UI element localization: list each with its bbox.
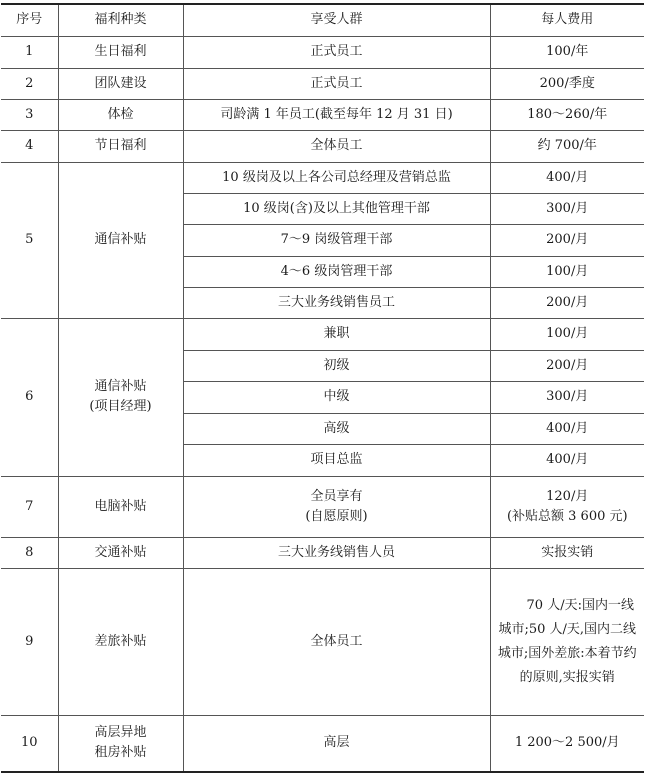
header-cost: 每人费用 (490, 4, 644, 36)
cell-cost: 200/月 (490, 224, 644, 256)
table-row (1, 36, 644, 68)
cell-cost: 400/月 (490, 162, 644, 193)
cell-no: 6 (1, 318, 58, 476)
cell-type (58, 715, 183, 772)
table-row (1, 99, 644, 130)
cell-group: 三大业务线销售员工 (183, 287, 490, 318)
cell-no: 8 (1, 537, 58, 568)
table-row (1, 130, 644, 162)
cell-group: 全体员工 (183, 568, 490, 715)
table-row (1, 568, 644, 715)
cell-group: 正式员工 (183, 36, 490, 68)
cell-cost: 1 200～2 500/月 (490, 715, 644, 772)
cell-type: 节日福利 (58, 130, 183, 162)
type-line: 租房补贴 (94, 745, 147, 761)
cell-group: 高级 (183, 413, 490, 444)
cell-group: 7～9 岗级管理干部 (183, 224, 490, 256)
cell-group (183, 476, 490, 537)
cell-group: 兼职 (183, 318, 490, 350)
cell-cost: 300/月 (490, 381, 644, 413)
cell-type: 团队建设 (58, 68, 183, 99)
cell-group: 全体员工 (183, 130, 490, 162)
cell-no: 7 (1, 476, 58, 537)
table-row (1, 476, 644, 537)
cell-cost: 100/年 (490, 36, 644, 68)
group-line: (自愿原则) (305, 508, 368, 524)
type-line: (项目经理) (89, 399, 152, 414)
cell-group: 司龄满 1 年员工(截至每年 12 月 31 日) (183, 99, 490, 130)
table-row (1, 162, 644, 193)
cell-cost: 100/月 (490, 256, 644, 287)
cell-group: 项目总监 (183, 444, 490, 476)
type-line: 高层异地 (94, 725, 147, 741)
cell-cost: 200/月 (490, 350, 644, 381)
type-line: 通信补贴 (94, 379, 147, 394)
cell-no: 3 (1, 99, 58, 130)
cell-type: 体检 (58, 99, 183, 130)
cell-cost: 70 人/天:国内一线城市;50 人/天,国内二线城市;国外差旅:本着节约的原则,实报实销 (490, 568, 644, 715)
cell-cost (490, 476, 644, 537)
benefits-table (1, 3, 644, 773)
cell-cost: 180～260/年 (490, 99, 644, 130)
cell-type: 差旅补贴 (58, 568, 183, 715)
cell-no: 4 (1, 130, 58, 162)
cell-no: 1 (1, 36, 58, 68)
table-row (1, 715, 644, 772)
cell-group: 初级 (183, 350, 490, 381)
cell-type: 生日福利 (58, 36, 183, 68)
cell-cost: 100/月 (490, 318, 644, 350)
cell-cost: 300/月 (490, 193, 644, 224)
table-row (1, 537, 644, 568)
cell-type: 电脑补贴 (58, 476, 183, 537)
cell-type (58, 318, 183, 476)
cell-cost: 200/月 (490, 287, 644, 318)
cell-group: 三大业务线销售人员 (183, 537, 490, 568)
cell-type: 通信补贴 (58, 162, 183, 318)
cost-line: 120/月 (546, 488, 589, 504)
cell-group: 10 级岗及以上各公司总经理及营销总监 (183, 162, 490, 193)
cell-cost: 400/月 (490, 444, 644, 476)
cell-cost: 实报实销 (490, 537, 644, 568)
cell-group: 高层 (183, 715, 490, 772)
cell-group: 中级 (183, 381, 490, 413)
table-row (1, 68, 644, 99)
cell-group: 4～6 级岗管理干部 (183, 256, 490, 287)
table-row (1, 318, 644, 350)
cell-cost: 400/月 (490, 413, 644, 444)
cell-no: 2 (1, 68, 58, 99)
cell-group: 正式员工 (183, 68, 490, 99)
cell-type: 交通补贴 (58, 537, 183, 568)
cell-no: 9 (1, 568, 58, 715)
cell-cost: 约 700/年 (490, 130, 644, 162)
group-line: 全员享有 (310, 488, 363, 504)
header-type: 福利种类 (58, 4, 183, 36)
cell-no: 10 (1, 715, 58, 772)
cell-no: 5 (1, 162, 58, 318)
header-group: 享受人群 (183, 4, 490, 36)
header-no: 序号 (1, 4, 58, 36)
cell-group: 10 级岗(含)及以上其他管理干部 (183, 193, 490, 224)
header-row (1, 4, 644, 36)
cost-line: (补贴总额 3 600 元) (506, 508, 628, 524)
cell-cost: 200/季度 (490, 68, 644, 99)
